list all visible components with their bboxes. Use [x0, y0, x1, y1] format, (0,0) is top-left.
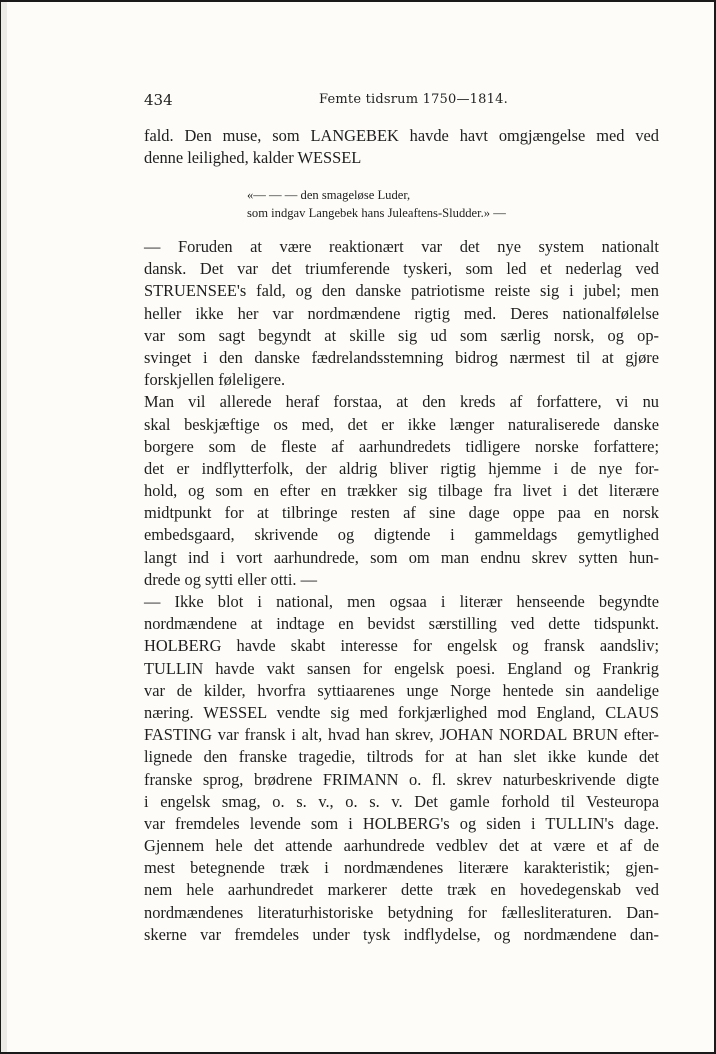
page-header: [144, 88, 659, 112]
text-line: heller ikke her var nordmændene rigtig med. Deres nationalfølelse: [144, 303, 659, 323]
quote-line: som indgav Langebek hans Juleaftens-Sludder.» —: [247, 206, 506, 220]
text-line: FASTING var fransk i alt, hvad han skrev, JOHAN NORDAL BRUN efter-: [144, 725, 659, 745]
text-line: lignede den franske tragedie, tiltrods for at han slet ikke kunde det: [144, 747, 659, 767]
text-line: langt ind i vort aarhundrede, som om man endnu skrev sytten hun-: [144, 547, 659, 567]
text-line: var de kilder, hvorfra syttiaarenes unge Norge hentede sin aandelige: [144, 680, 659, 700]
text-line: STRUENSEE's fald, og den danske patriotisme reiste sig i jubel; men: [144, 281, 659, 301]
text-line: nem hele aarhundredet markerer dette træk en hovedegenskab ved: [144, 880, 659, 900]
text-line: — Ikke blot i national, men ogsaa i literær henseende begyndte: [144, 592, 659, 611]
text-line: Man vil allerede heraf forstaa, at den kreds af forfattere, vi nu: [144, 392, 659, 412]
text-line: var som sagt begyndt at skille sig ud som særlig norsk, og op-: [144, 325, 659, 345]
page-number: 434: [144, 91, 173, 109]
text-line: var fremdeles levende som i HOLBERG's og siden i TULLIN's dage.: [144, 813, 659, 833]
text-line: drede og sytti eller otti. —: [144, 569, 317, 589]
text-line: hold, og som en efter en trækker sig tilbage fra livet i det literære: [144, 481, 659, 501]
text-line: nordmændene at indtage en bevidst særstilling ved dette tidspunkt.: [144, 614, 659, 634]
text-line: nordmændenes literaturhistoriske betydning for fællesliteraturen. Dan-: [144, 902, 659, 922]
text-line: borgere som de fleste af aarhundredets tidligere norske forfattere;: [144, 436, 659, 456]
text-line: embedsgaard, skrivende og digtende i gammeldags gemytlighed: [144, 525, 659, 545]
running-head: Femte tidsrum 1750—1814.: [319, 92, 508, 107]
text-line: dansk. Det var det triumferende tyskeri, som led et nederlag ved: [144, 259, 659, 279]
text-line: franske sprog, brødrene FRIMANN o. fl. skrev naturbeskrivende digte: [144, 769, 659, 789]
text-line: skal beskjæftige os med, det er ikke længer naturaliserede danske: [144, 414, 659, 434]
text-line: i engelsk smag, o. s. v., o. s. v. Det gamle forhold til Vesteuropa: [144, 791, 659, 811]
text-line: Gjennem hele det attende aarhundrede vedblev det at være et af de: [144, 836, 659, 856]
main-text: [144, 236, 659, 946]
verse-quote: [247, 186, 567, 222]
text-line: HOLBERG havde skabt interesse for engelsk og fransk aandsliv;: [144, 636, 659, 656]
text-line: midtpunkt for at tilbringe resten af sine dage oppe paa en norsk: [144, 503, 659, 523]
quote-line: «— — — den smageløse Luder,: [247, 188, 411, 202]
text-line: fald. Den muse, som LANGEBEK havde havt omgjængelse med ved: [144, 126, 659, 145]
text-line: mest betegnende træk i nordmændenes literære karakteristik; gjen-: [144, 858, 659, 878]
text-line: forskjellen føleligere.: [144, 370, 286, 390]
text-line: skerne var fremdeles under tysk indflydelse, og nordmændene dan-: [144, 924, 659, 944]
intro-paragraph: [144, 125, 659, 169]
text-line: denne leilighed, kalder WESSEL: [144, 148, 362, 168]
text-line: det er indflytterfolk, der aldrig bliver rigtig hjemme i de nye for-: [144, 458, 659, 478]
text-line: svinget i den danske fædrelandsstemning bidrog nærmest til at gjøre: [144, 347, 659, 367]
text-line: TULLIN havde vakt sansen for engelsk poesi. England og Frankrig: [144, 658, 659, 678]
text-line: — Foruden at være reaktionært var det nye system nationalt: [144, 237, 659, 256]
text-line: næring. WESSEL vendte sig med forkjærlighed mod England, CLAUS: [144, 702, 659, 722]
